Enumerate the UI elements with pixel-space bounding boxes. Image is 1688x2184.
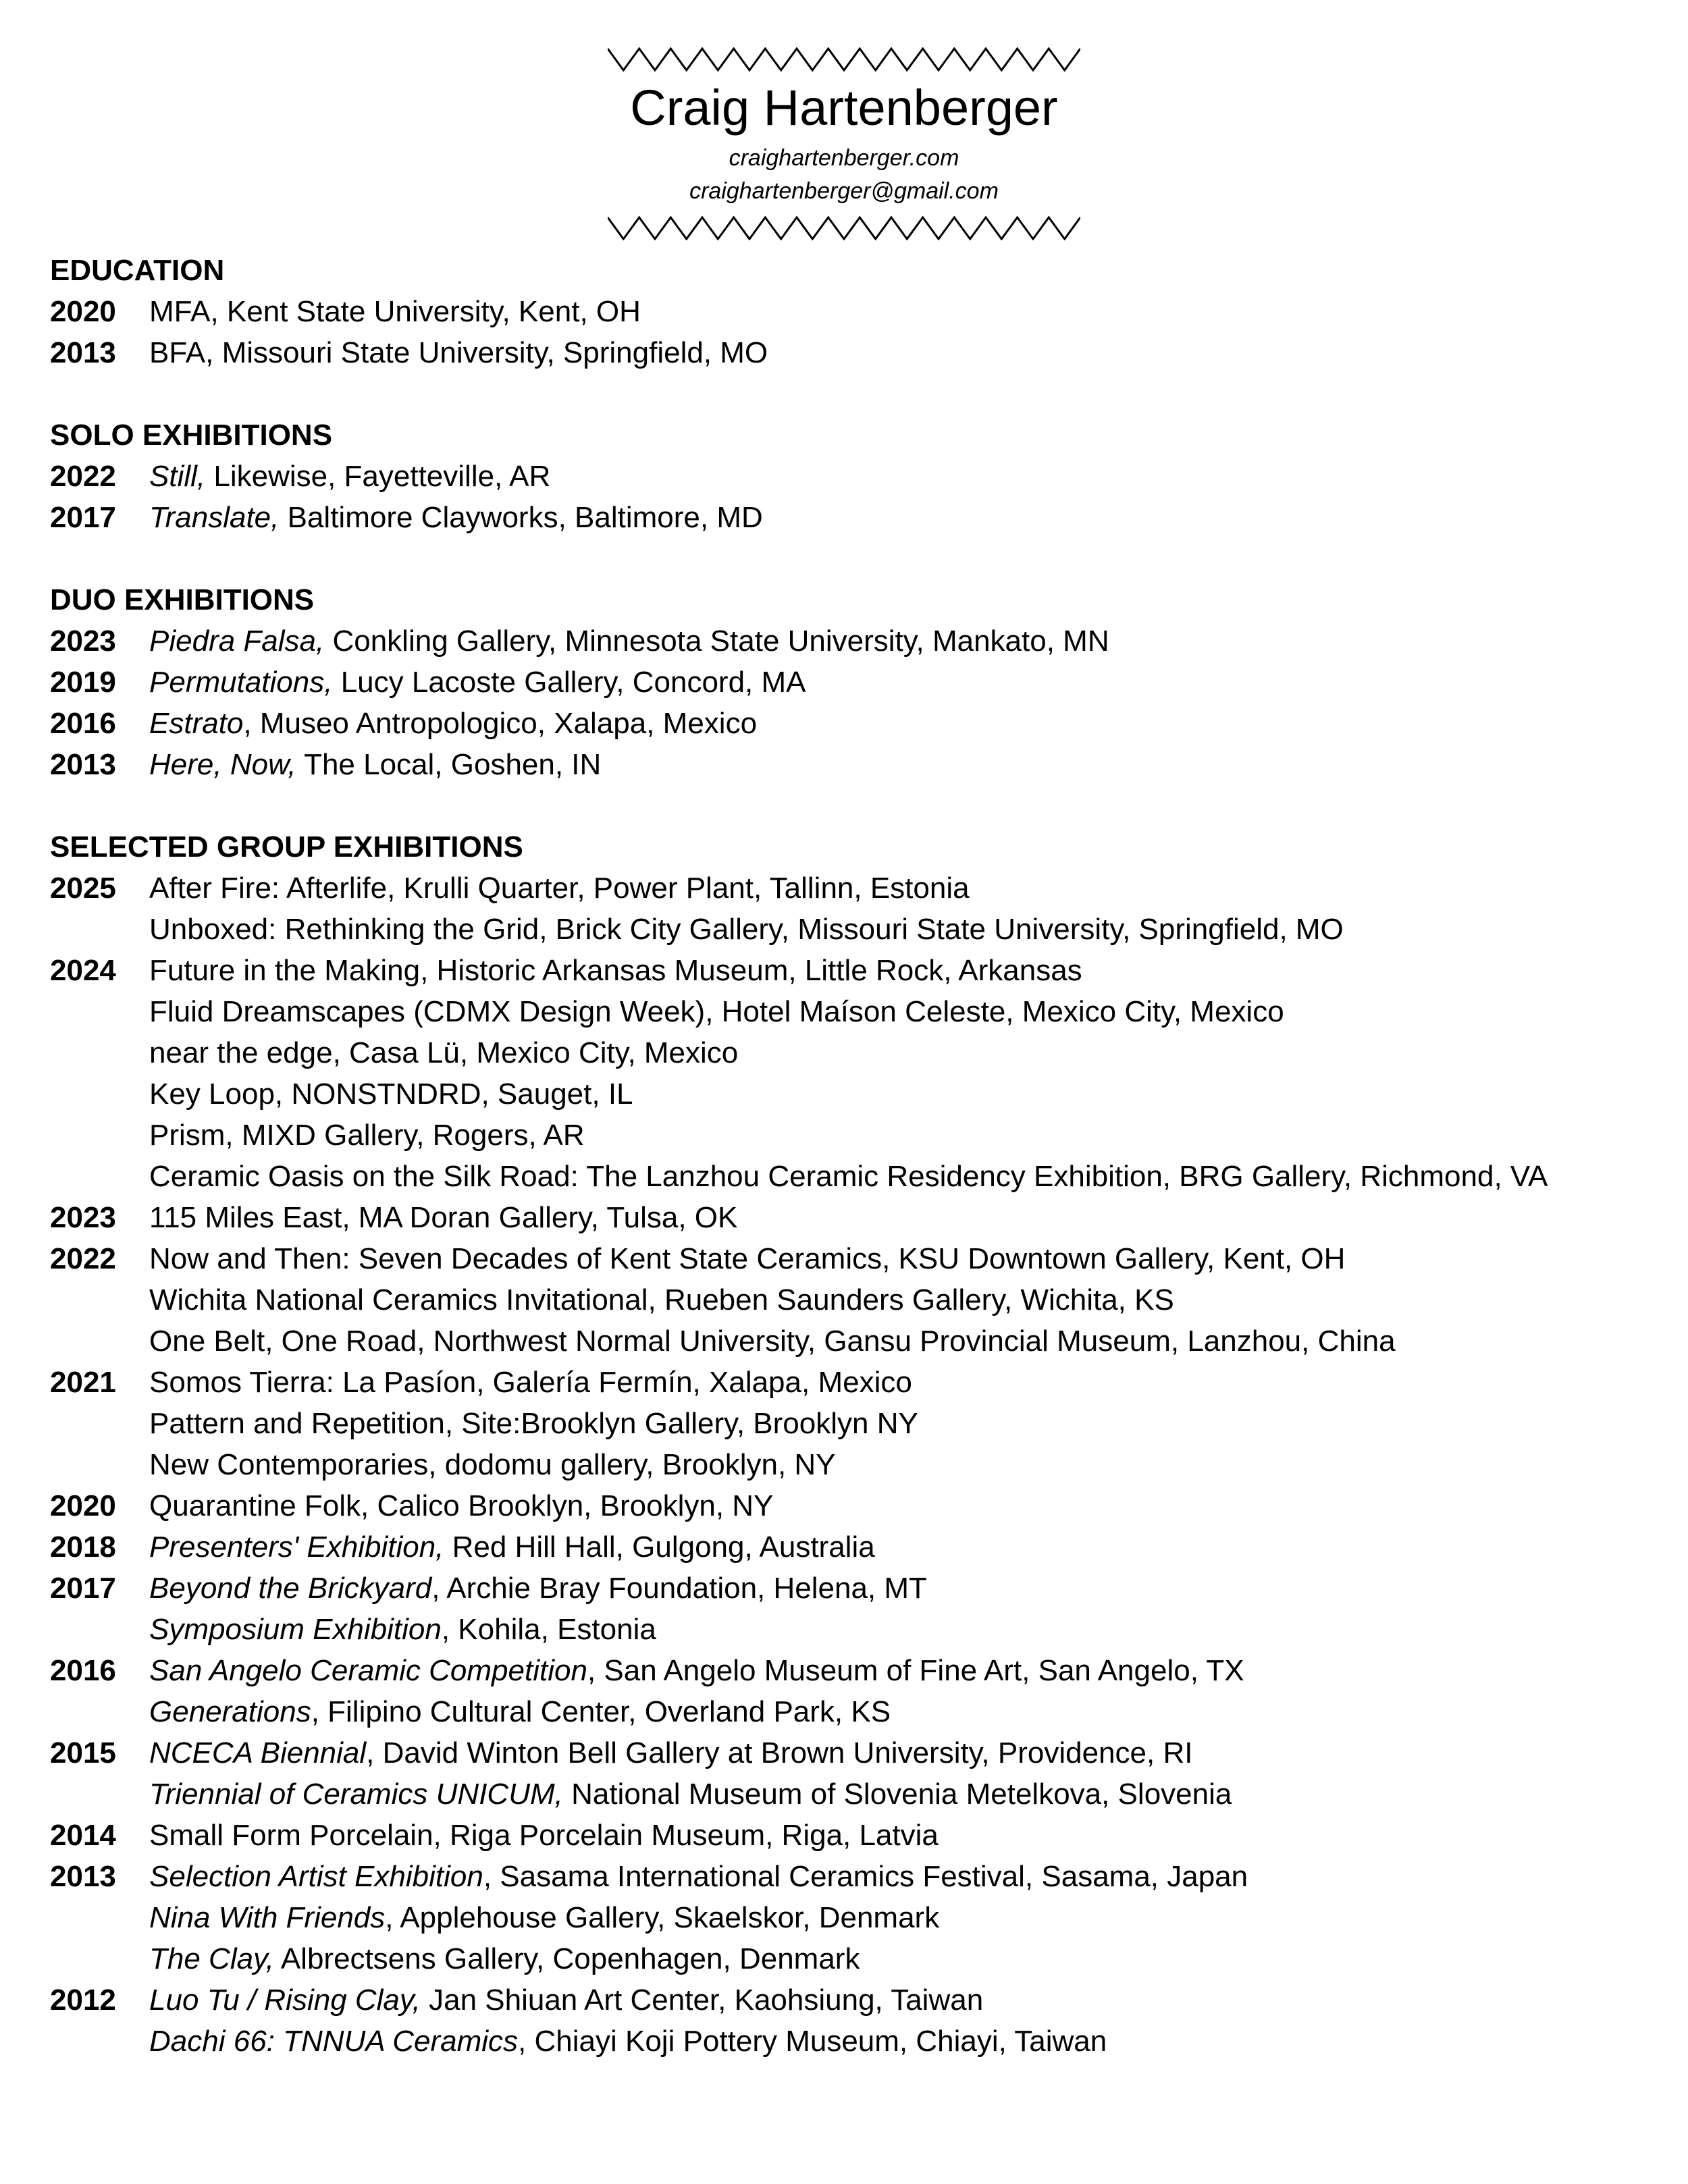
cv-entry bbox=[50, 662, 1670, 703]
section-spacer bbox=[50, 785, 1670, 826]
entry-title-italic: Translate, bbox=[149, 501, 280, 534]
cv-header bbox=[0, 47, 1688, 240]
entry-title-italic: Presenters' Exhibition, bbox=[149, 1530, 444, 1564]
entry-title-italic: Nina With Friends bbox=[149, 1901, 386, 1934]
entry-year bbox=[50, 1774, 149, 1815]
cv-entry bbox=[50, 1279, 1670, 1321]
entry-year: 2014 bbox=[50, 1819, 116, 1852]
entry-text bbox=[149, 991, 1670, 1032]
entry-year bbox=[50, 1321, 149, 1362]
zigzag-line bbox=[608, 49, 1080, 70]
email-link[interactable]: craighartenberger@gmail.com bbox=[689, 178, 999, 204]
entry-title-italic: Beyond the Brickyard bbox=[149, 1572, 432, 1605]
entry-text bbox=[149, 1650, 1670, 1691]
entry-detail: The Local, Goshen, IN bbox=[296, 748, 602, 781]
entry-title-italic: Here, Now, bbox=[149, 748, 296, 781]
cv-entry bbox=[50, 332, 1670, 373]
entry-detail: Key Loop, NONSTNDRD, Sauget, IL bbox=[149, 1077, 633, 1111]
zigzag-divider-bottom bbox=[608, 216, 1080, 240]
entry-year bbox=[50, 1073, 149, 1115]
entry-text bbox=[149, 1197, 1670, 1238]
entry-year: 2022 bbox=[50, 1242, 116, 1275]
entry-year: 2019 bbox=[50, 666, 116, 699]
entry-year bbox=[50, 1691, 149, 1732]
cv-entry bbox=[50, 291, 1670, 332]
entry-detail: Ceramic Oasis on the Silk Road: The Lanzhou Ceramic Residency Exhibition, BRG Gallery, Richmond, VA bbox=[149, 1160, 1548, 1193]
entry-text bbox=[149, 2021, 1670, 2062]
entry-title-italic: Triennial of Ceramics UNICUM, bbox=[149, 1778, 563, 1811]
entry-year bbox=[50, 1403, 149, 1444]
entry-detail: One Belt, One Road, Northwest Normal University, Gansu Provincial Museum, Lanzhou, China bbox=[149, 1325, 1396, 1358]
entry-detail: MFA, Kent State University, Kent, OH bbox=[149, 295, 641, 328]
entry-text bbox=[149, 332, 1670, 373]
entry-year bbox=[50, 1444, 149, 1485]
entry-detail: Small Form Porcelain, Riga Porcelain Museum, Riga, Latvia bbox=[149, 1819, 939, 1852]
entry-detail: , Archie Bray Foundation, Helena, MT bbox=[431, 1572, 927, 1605]
entry-text bbox=[149, 1115, 1670, 1156]
cv-entry bbox=[50, 620, 1670, 662]
entry-text bbox=[149, 1156, 1670, 1197]
entry-title-italic: Luo Tu / Rising Clay, bbox=[149, 1983, 421, 2017]
entry-text bbox=[149, 1279, 1670, 1321]
entry-year bbox=[50, 1156, 149, 1197]
entry-text bbox=[149, 497, 1670, 538]
cv-entry bbox=[50, 2021, 1670, 2062]
entry-year: 2018 bbox=[50, 1530, 116, 1564]
entry-title-italic: Piedra Falsa, bbox=[149, 624, 325, 658]
entry-year bbox=[50, 1609, 149, 1650]
entry-year bbox=[50, 1032, 149, 1073]
entry-year: 2017 bbox=[50, 501, 116, 534]
entry-text bbox=[149, 1609, 1670, 1650]
section-spacer bbox=[50, 373, 1670, 415]
entry-text bbox=[149, 662, 1670, 703]
cv-entry bbox=[50, 1732, 1670, 1774]
entry-text bbox=[149, 1979, 1670, 2021]
website-link[interactable]: craighartenberger.com bbox=[729, 145, 959, 171]
entry-text bbox=[149, 1362, 1670, 1403]
entry-detail: Likewise, Fayetteville, AR bbox=[205, 460, 551, 493]
entry-text bbox=[149, 950, 1670, 991]
entry-year bbox=[50, 1938, 149, 1979]
entry-detail: New Contemporaries, dodomu gallery, Brooklyn, NY bbox=[149, 1448, 836, 1481]
section-heading: DUO EXHIBITIONS bbox=[50, 583, 315, 616]
cv-entry bbox=[50, 1403, 1670, 1444]
entry-detail: , Kohila, Estonia bbox=[441, 1613, 656, 1646]
cv-entry bbox=[50, 868, 1670, 909]
entry-text bbox=[149, 744, 1670, 785]
entry-year: 2016 bbox=[50, 707, 116, 740]
entry-year: 2020 bbox=[50, 295, 116, 328]
entry-detail: After Fire: Afterlife, Krulli Quarter, Power Plant, Tallinn, Estonia bbox=[149, 872, 970, 905]
entry-detail: Future in the Making, Historic Arkansas Museum, Little Rock, Arkansas bbox=[149, 954, 1082, 987]
entry-detail: Fluid Dreamscapes (CDMX Design Week), Hotel Maíson Celeste, Mexico City, Mexico bbox=[149, 995, 1284, 1028]
cv-entry bbox=[50, 1609, 1670, 1650]
entry-text bbox=[149, 1691, 1670, 1732]
entry-text bbox=[149, 1897, 1670, 1938]
entry-year: 2022 bbox=[50, 460, 116, 493]
entry-text bbox=[149, 1526, 1670, 1568]
entry-title-italic: Symposium Exhibition bbox=[149, 1613, 442, 1646]
entry-detail: Conkling Gallery, Minnesota State University, Mankato, MN bbox=[324, 624, 1109, 658]
entry-title-italic: The Clay, bbox=[149, 1942, 275, 1975]
entry-text bbox=[149, 1938, 1670, 1979]
entry-year: 2024 bbox=[50, 954, 116, 987]
section-heading: SELECTED GROUP EXHIBITIONS bbox=[50, 830, 523, 863]
section-spacer bbox=[50, 538, 1670, 579]
entry-detail: , Chiayi Koji Pottery Museum, Chiayi, Taiwan bbox=[518, 2025, 1107, 2058]
cv-entry bbox=[50, 950, 1670, 991]
entry-text bbox=[149, 703, 1670, 744]
entry-detail: 115 Miles East, MA Doran Gallery, Tulsa, OK bbox=[149, 1201, 738, 1234]
entry-text bbox=[149, 1815, 1670, 1856]
entry-text bbox=[149, 1485, 1670, 1526]
cv-entry bbox=[50, 991, 1670, 1032]
cv-entry bbox=[50, 1485, 1670, 1526]
cv-entry bbox=[50, 744, 1670, 785]
entry-detail: Albrectsens Gallery, Copenhagen, Denmark bbox=[274, 1942, 860, 1975]
entry-detail: , Museo Antropologico, Xalapa, Mexico bbox=[243, 707, 758, 740]
entry-text bbox=[149, 909, 1670, 950]
entry-detail: Now and Then: Seven Decades of Kent State Ceramics, KSU Downtown Gallery, Kent, OH bbox=[149, 1242, 1346, 1275]
entry-title-italic: San Angelo Ceramic Competition bbox=[149, 1654, 587, 1687]
entry-text bbox=[149, 868, 1670, 909]
entry-title-italic: Still, bbox=[149, 460, 206, 493]
entry-year: 2012 bbox=[50, 1983, 116, 2017]
cv-content bbox=[50, 250, 1670, 2062]
entry-detail: , David Winton Bell Gallery at Brown University, Providence, RI bbox=[366, 1736, 1193, 1769]
cv-entry bbox=[50, 1691, 1670, 1732]
entry-year: 2013 bbox=[50, 748, 116, 781]
entry-detail: National Museum of Slovenia Metelkova, Slovenia bbox=[562, 1778, 1232, 1811]
cv-entry bbox=[50, 703, 1670, 744]
entry-detail: near the edge, Casa Lü, Mexico City, Mexico bbox=[149, 1036, 739, 1069]
section-heading: SOLO EXHIBITIONS bbox=[50, 419, 333, 452]
cv-entry bbox=[50, 1897, 1670, 1938]
cv-entry bbox=[50, 1815, 1670, 1856]
entry-title-italic: Selection Artist Exhibition bbox=[149, 1860, 483, 1893]
cv-entry bbox=[50, 1938, 1670, 1979]
entry-year: 2023 bbox=[50, 1201, 116, 1234]
entry-title-italic: NCECA Biennial bbox=[149, 1736, 367, 1769]
entry-year: 2015 bbox=[50, 1736, 116, 1769]
section-heading: EDUCATION bbox=[50, 254, 225, 287]
entry-detail: Prism, MIXD Gallery, Rogers, AR bbox=[149, 1119, 585, 1152]
entry-year: 2025 bbox=[50, 872, 116, 905]
entry-year bbox=[50, 1897, 149, 1938]
entry-text bbox=[149, 1032, 1670, 1073]
entry-text bbox=[149, 620, 1670, 662]
person-name: Craig Hartenberger bbox=[630, 80, 1058, 136]
cv-entry bbox=[50, 1856, 1670, 1897]
entry-text bbox=[149, 1238, 1670, 1279]
entry-detail: BFA, Missouri State University, Springfield, MO bbox=[149, 336, 768, 369]
entry-detail: , Sasama International Ceramics Festival, Sasama, Japan bbox=[483, 1860, 1248, 1893]
entry-detail: , San Angelo Museum of Fine Art, San Angelo, TX bbox=[587, 1654, 1244, 1687]
entry-year: 2017 bbox=[50, 1572, 116, 1605]
entry-text bbox=[149, 456, 1670, 497]
cv-entry bbox=[50, 1197, 1670, 1238]
cv-entry bbox=[50, 1568, 1670, 1609]
entry-year: 2021 bbox=[50, 1366, 116, 1399]
entry-text bbox=[149, 1073, 1670, 1115]
entry-year: 2013 bbox=[50, 336, 116, 369]
entry-year: 2013 bbox=[50, 1860, 116, 1893]
cv-entry bbox=[50, 1362, 1670, 1403]
cv-entry bbox=[50, 909, 1670, 950]
entry-text bbox=[149, 1732, 1670, 1774]
entry-detail: Jan Shiuan Art Center, Kaohsiung, Taiwan bbox=[420, 1983, 984, 2017]
cv-entry bbox=[50, 1526, 1670, 1568]
entry-year: 2023 bbox=[50, 624, 116, 658]
zigzag-line bbox=[608, 217, 1080, 239]
entry-year bbox=[50, 909, 149, 950]
entry-text bbox=[149, 1856, 1670, 1897]
entry-detail: Baltimore Clayworks, Baltimore, MD bbox=[279, 501, 763, 534]
entry-title-italic: Permutations, bbox=[149, 666, 333, 699]
entry-year bbox=[50, 991, 149, 1032]
entry-title-italic: Estrato bbox=[149, 707, 244, 740]
entry-year bbox=[50, 2021, 149, 2062]
entry-title-italic: Generations bbox=[149, 1695, 311, 1728]
entry-text bbox=[149, 1444, 1670, 1485]
entry-year bbox=[50, 1279, 149, 1321]
entry-year: 2016 bbox=[50, 1654, 116, 1687]
entry-detail: , Filipino Cultural Center, Overland Park, KS bbox=[311, 1695, 891, 1728]
entry-detail: Red Hill Hall, Gulgong, Australia bbox=[444, 1530, 875, 1564]
entry-detail: Pattern and Repetition, Site:Brooklyn Gallery, Brooklyn NY bbox=[149, 1407, 918, 1440]
entry-text bbox=[149, 1321, 1670, 1362]
entry-year: 2020 bbox=[50, 1489, 116, 1522]
cv-entry bbox=[50, 1032, 1670, 1073]
entry-detail: Quarantine Folk, Calico Brooklyn, Brooklyn, NY bbox=[149, 1489, 774, 1522]
cv-entry bbox=[50, 1156, 1670, 1197]
entry-text bbox=[149, 291, 1670, 332]
entry-year bbox=[50, 1115, 149, 1156]
entry-detail: Unboxed: Rethinking the Grid, Brick City Gallery, Missouri State University, Springfield, MO bbox=[149, 913, 1344, 946]
entry-detail: Lucy Lacoste Gallery, Concord, MA bbox=[332, 666, 806, 699]
entry-detail: Somos Tierra: La Pasíon, Galería Fermín, Xalapa, Mexico bbox=[149, 1366, 912, 1399]
cv-entry bbox=[50, 1238, 1670, 1279]
cv-entry bbox=[50, 456, 1670, 497]
cv-entry bbox=[50, 1321, 1670, 1362]
entry-text bbox=[149, 1568, 1670, 1609]
cv-entry bbox=[50, 1444, 1670, 1485]
entry-text bbox=[149, 1774, 1670, 1815]
cv-entry bbox=[50, 1774, 1670, 1815]
cv-entry bbox=[50, 1979, 1670, 2021]
entry-text bbox=[149, 1403, 1670, 1444]
entry-detail: , Applehouse Gallery, Skaelskor, Denmark bbox=[385, 1901, 940, 1934]
entry-title-italic: Dachi 66: TNNUA Ceramics bbox=[149, 2025, 519, 2058]
cv-entry bbox=[50, 1115, 1670, 1156]
zigzag-divider-top bbox=[608, 47, 1080, 72]
entry-detail: Wichita National Ceramics Invitational, Rueben Saunders Gallery, Wichita, KS bbox=[149, 1283, 1174, 1316]
cv-entry bbox=[50, 497, 1670, 538]
cv-entry bbox=[50, 1650, 1670, 1691]
cv-entry bbox=[50, 1073, 1670, 1115]
